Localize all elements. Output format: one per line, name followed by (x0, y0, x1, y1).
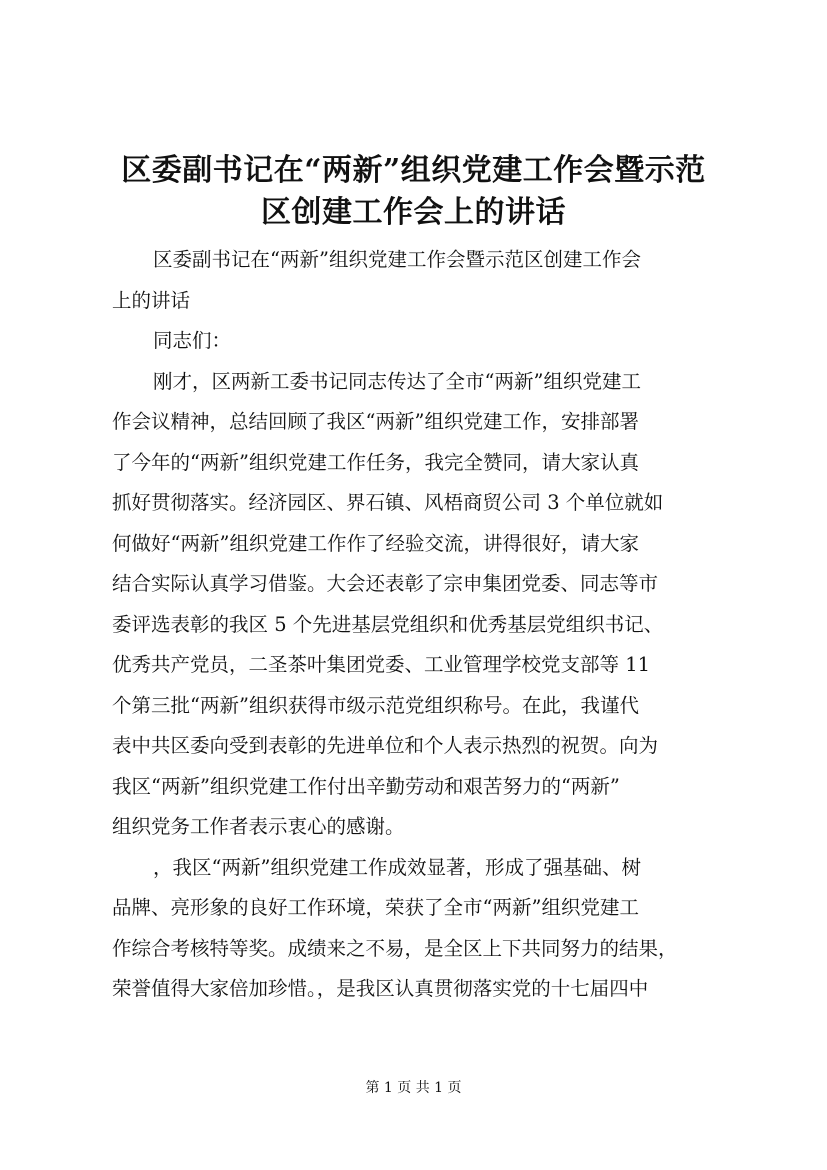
body-line: 抓好贯彻落实。经济园区、界石镇、风梧商贸公司 3 个单位就如 (112, 491, 664, 514)
body-line: 何做好“两新”组织党建工作作了经验交流，讲得很好，请大家 (112, 531, 639, 555)
body-line: 优秀共产党员，二圣茶叶集团党委、工业管理学校党支部等 11 (112, 653, 651, 676)
body-line: 上的讲话 (112, 288, 191, 312)
body-line: 作综合考核特等奖。成绩来之不易，是全区上下共同努力的结果， (112, 936, 678, 960)
body-line: 结合实际认真学习借鉴。大会还表彰了宗申集团党委、同志等市 (112, 572, 659, 595)
salutation: 同志们： (153, 329, 232, 352)
body-line: 委评选表彰的我区 5 个先进基层党组织和优秀基层党组织书记、 (112, 612, 664, 636)
body-line: 区委副书记在“两新”组织党建工作会暨示范区创建工作会 (153, 248, 641, 271)
title-line-2: 区创建工作会上的讲话 (261, 195, 566, 230)
body-line: 品牌、亮形象的良好工作环境，荣获了全市“两新”组织党建工 (112, 896, 639, 919)
body-line: 作会议精神，总结回顾了我区“两新”组织党建工作，安排部署 (112, 410, 639, 433)
body-line: 表中共区委向受到表彰的先进单位和个人表示热烈的祝贺。向为 (112, 734, 659, 757)
body-line: 了今年的“两新”组织党建工作任务，我完全赞同，请大家认真 (112, 450, 639, 474)
body-line: 刚才，区两新工委书记同志传达了全市“两新”组织党建工 (153, 369, 641, 393)
title-line-1: 区委副书记在“两新”组织党建工作会暨示范 (121, 153, 706, 188)
body-line: 个第三批“两新”组织获得市级示范党组织称号。在此，我谨代 (112, 693, 639, 717)
body-line: 我区“两新”组织党建工作付出辛勤劳动和艰苦努力的“两新” (112, 774, 620, 798)
document-title (80, 150, 747, 234)
body-line: ，我区“两新”组织党建工作成效显著，形成了强基础、树 (153, 855, 641, 879)
body-line: 荣誉值得大家倍加珍惜。，是我区认真贯彻落实党的十七届四中 (112, 977, 649, 1000)
page-number-footer: 第 1 页 共 1 页 (365, 1080, 462, 1096)
body-line: 组织党务工作者表示衷心的感谢。 (112, 815, 405, 838)
document-body (112, 240, 732, 1010)
